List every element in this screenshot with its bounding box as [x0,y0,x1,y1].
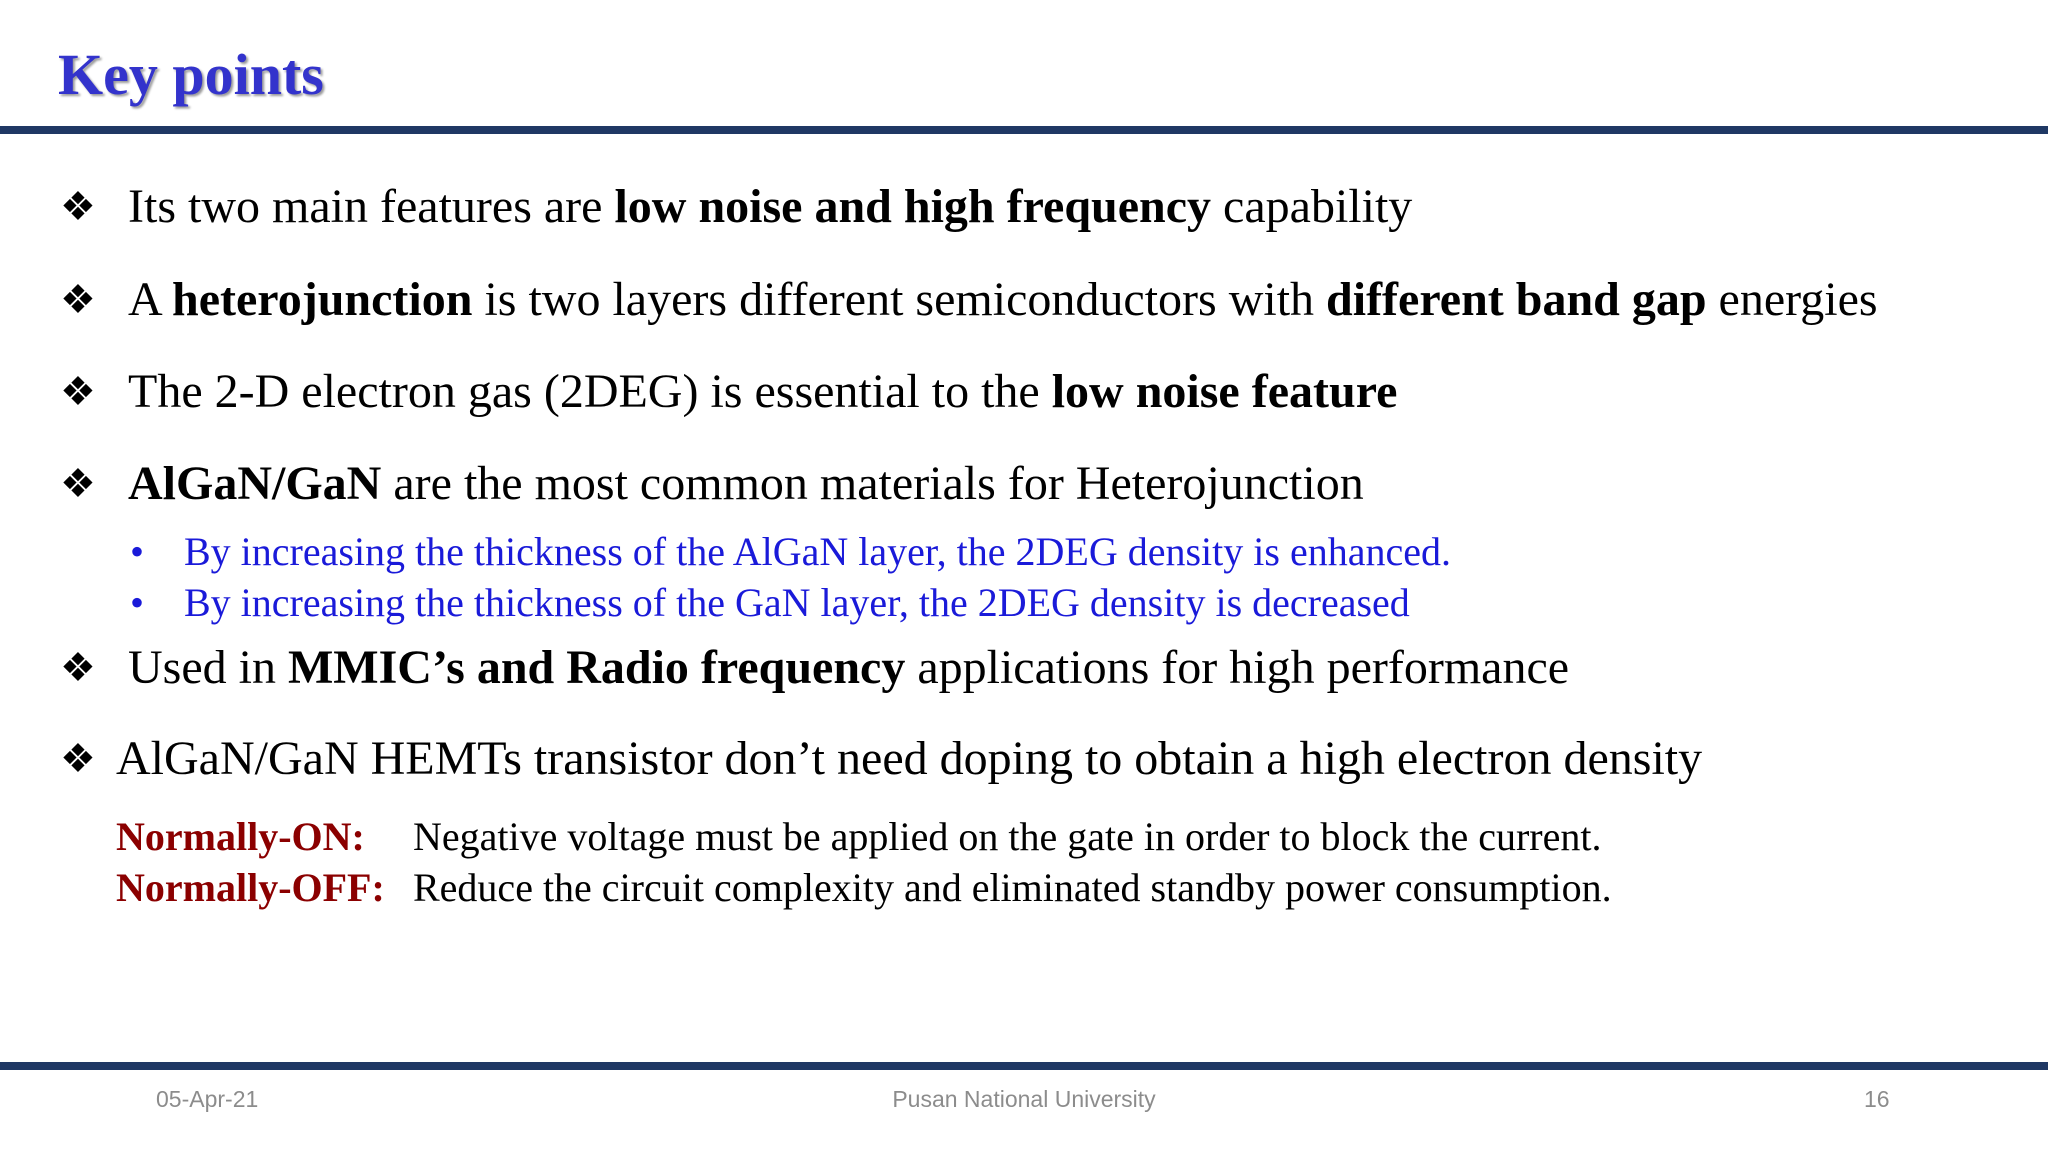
normally-on-label: Normally-ON: [116,814,365,859]
bullet-algan-gan [128,456,1364,512]
bullet-text: Its two main features are [128,180,615,233]
footer-date: 05-Apr-21 [156,1086,259,1112]
footer-organization: Pusan National University [892,1086,1156,1112]
bullet-text: applications for high performance [905,641,1570,694]
bullet-bold-text: MMIC’s and Radio frequency [287,641,906,694]
bullet-heterojunction [128,272,1878,328]
bullet-text: are the most common materials for Heterojunction [381,457,1364,510]
bullet-bold-text: low noise feature [1051,365,1398,418]
dot-bullet-icon: • [130,580,145,625]
diamond-bullet-icon: ❖ [60,277,96,322]
bullet-bold-text: different band gap [1326,273,1707,326]
bullet-bold-text: AlGaN/GaN [128,457,382,510]
bullet-2deg [128,364,1397,420]
bullet-text: energies [1706,273,1878,326]
diamond-bullet-icon: ❖ [60,461,96,506]
diamond-bullet-icon: ❖ [60,736,96,781]
sub-bullet-algan-thickness [130,528,1451,576]
footer-divider [0,1062,2048,1070]
bullet-text: The 2-D electron gas (2DEG) is essential to the [128,365,1052,418]
bullet-main-features [128,179,1412,235]
normally-on-line [116,813,1602,861]
title-divider [0,126,2048,134]
sub-bullet-gan-thickness [130,579,1410,627]
footer-page-number: 16 [1864,1086,1890,1112]
dot-bullet-icon: • [130,529,145,574]
normally-off-line [116,864,1612,912]
normally-off-label: Normally-OFF: [116,865,385,910]
bullet-mmic [128,640,1569,696]
normally-on-text: Negative voltage must be applied on the gate in order to block the current. [413,814,1602,859]
sub-bullet-text: By increasing the thickness of the GaN layer, the 2DEG density is decreased [184,580,1410,625]
diamond-bullet-icon: ❖ [60,184,96,229]
bullet-text: Used in [128,641,288,694]
bullet-text: capability [1211,180,1413,233]
slide-title: Key points [58,42,324,107]
bullet-bold-text: heterojunction [172,273,473,326]
bullet-hemt-doping [116,731,1702,787]
diamond-bullet-icon: ❖ [60,369,96,414]
bullet-text: A [128,273,173,326]
bullet-text: is two layers different semiconductors with [472,273,1327,326]
bullet-bold-text: low noise and high frequency [614,180,1212,233]
diamond-bullet-icon: ❖ [60,645,96,690]
bullet-text: AlGaN/GaN HEMTs transistor don’t need doping to obtain a high electron density [116,732,1703,785]
normally-off-text: Reduce the circuit complexity and eliminated standby power consumption. [413,865,1612,910]
sub-bullet-text: By increasing the thickness of the AlGaN layer, the 2DEG density is enhanced. [184,529,1451,574]
